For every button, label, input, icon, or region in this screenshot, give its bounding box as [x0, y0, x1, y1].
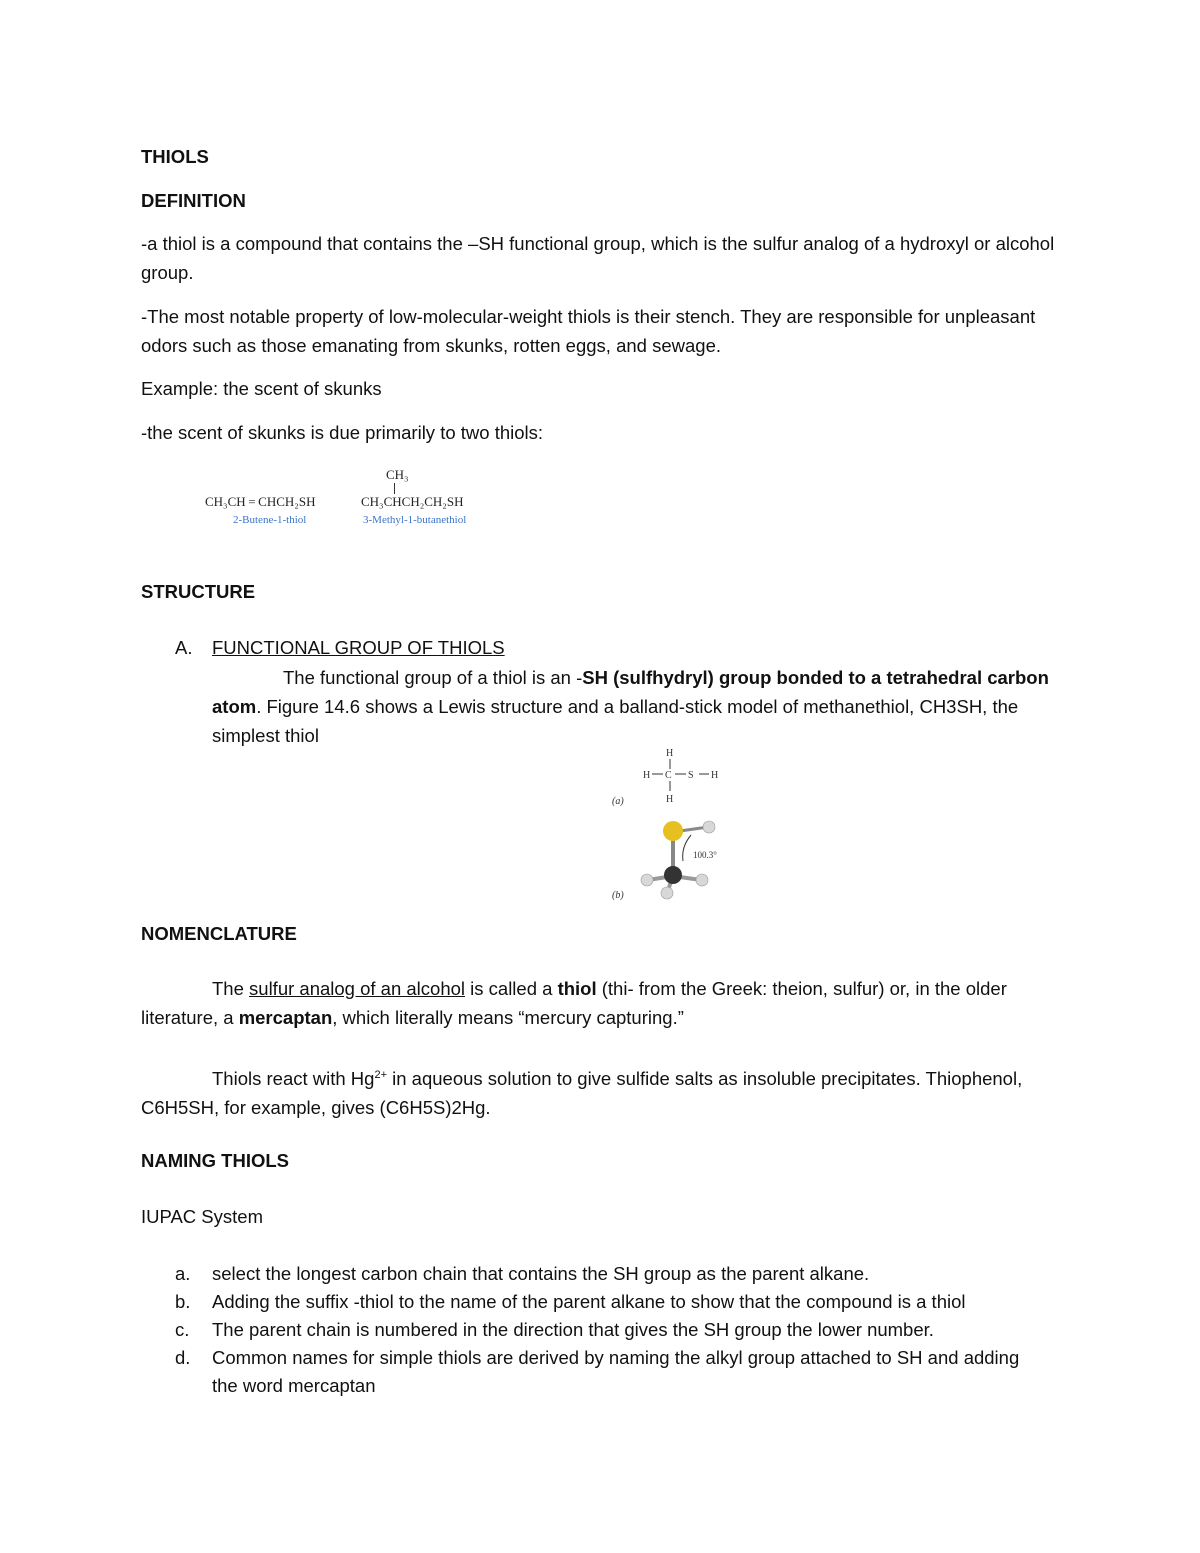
lewis-atom-h-right: H [711, 770, 719, 781]
list-text: The parent chain is numbered in the direction that gives the SH group the lower number. [212, 1319, 934, 1340]
lewis-atom-h-top: H [666, 748, 674, 759]
definition-paragraph-1: -a thiol is a compound that contains the –SH functional group, which is the sulfur analog of a hydroxyl or alcohol group. [141, 233, 1055, 283]
bond-angle-arc [683, 835, 691, 861]
nomenclature-text-thiol: thiol [557, 978, 597, 999]
list-item [175, 1260, 1055, 1288]
list-item [175, 1288, 1055, 1316]
heading-nomenclature: NOMENCLATURE [141, 923, 297, 944]
skunk-thiols-figure [205, 465, 495, 535]
list-text: Adding the suffix -thiol to the name of the parent alkane to show that the compound is a thiol [212, 1291, 966, 1312]
list-item [175, 1316, 1055, 1344]
heading-definition: DEFINITION [141, 190, 246, 211]
list-marker: a. [175, 1263, 191, 1284]
list-marker: c. [175, 1319, 190, 1340]
page-title: THIOLS [141, 146, 209, 167]
list-item [175, 1344, 1055, 1400]
nomenclature-text-end: , which literally means “mercury capturing.” [332, 1007, 684, 1028]
nomenclature-text-mid: (thi- from the Greek: theion, sulfur) or, in the older literature, a [141, 978, 1007, 1028]
list-text: Common names for simple thiols are derived by naming the alkyl group attached to SH and adding the word mercaptan [212, 1347, 1020, 1396]
nomenclature-text-underlined: sulfur analog of an alcohol [249, 978, 466, 999]
nomenclature-text-rest: in aqueous solution to give sulfide salts as insoluble precipitates. Thiophenol, C6H5SH, for example, gives (C6H5S)2Hg. [141, 1068, 1023, 1119]
lewis-atom-c: C [665, 770, 672, 781]
definition-example: Example: the scent of skunks [141, 378, 382, 399]
lewis-atom-h-left: H [643, 770, 651, 781]
list-marker: b. [175, 1291, 191, 1312]
structure-marker: A. [175, 637, 193, 658]
name-methylbutanethiol: 3-Methyl-1-butanethiol [363, 514, 467, 526]
nomenclature-text-hg-charge: 2+ [374, 1069, 387, 1081]
formula-methylbutanethiol: CH₃CHCH₂CH₂SH [361, 494, 464, 509]
hydrogen-atom-s [703, 821, 715, 833]
lewis-atom-s: S [688, 770, 694, 781]
heading-naming-thiols: NAMING THIOLS [141, 1150, 289, 1171]
list-text: select the longest carbon chain that contains the SH group as the parent alkane. [212, 1263, 870, 1284]
nomenclature-paragraph-1 [141, 974, 1061, 1032]
structure-paragraph [212, 663, 1062, 750]
formula-branch-methyl: CH₃ [386, 467, 409, 482]
methanethiol-figure [605, 743, 735, 903]
lewis-atom-h-bottom: H [666, 794, 674, 805]
nomenclature-text-hg: Thiols react with Hg [212, 1068, 375, 1090]
hydrogen-atom-1 [641, 874, 653, 886]
list-marker: d. [175, 1347, 191, 1368]
figure-label-b: (b) [612, 890, 624, 901]
hydrogen-atom-2 [696, 874, 708, 886]
nomenclature-text-mercaptan: mercaptan [238, 1007, 333, 1028]
sulfur-atom [663, 821, 683, 841]
formula-butenethiol: CH₃CH = CHCH₂SH [205, 494, 316, 509]
branch-bond [394, 483, 395, 494]
definition-paragraph-2: -The most notable property of low-molecular-weight thiols is their stench. They are responsible for unpleasant odors such as those emanating from skunks, rotten eggs, and sewage. [141, 306, 1036, 356]
structure-text-lead: The functional group of a thiol is an - [283, 667, 583, 688]
name-butenethiol: 2-Butene-1-thiol [233, 514, 307, 526]
methanethiol-figure-svg [605, 743, 735, 903]
nomenclature-text-is-called: is called a [465, 978, 558, 999]
iupac-system-label: IUPAC System [141, 1206, 263, 1227]
figure-label-a: (a) [612, 796, 624, 807]
lewis-structure [612, 748, 718, 807]
nomenclature-paragraph-2 [141, 1061, 1061, 1122]
heading-structure: STRUCTURE [141, 581, 256, 602]
structure-subheading: FUNCTIONAL GROUP OF THIOLS [212, 637, 505, 658]
bond-angle-label: 100.3° [693, 850, 717, 860]
structure-text-bold: SH (sulfhydryl) group bonded to a tetrahedral carbon atom [212, 667, 1049, 717]
carbon-atom [664, 866, 682, 884]
hydrogen-atom-3 [661, 887, 673, 899]
definition-paragraph-3: -the scent of skunks is due primarily to two thiols: [141, 422, 544, 443]
nomenclature-text-the: The [212, 978, 250, 999]
structure-text-rest: . Figure 14.6 shows a Lewis structure and a balland-stick model of methanethiol, CH3SH, the simplest thiol [212, 696, 1019, 746]
ball-stick-model [612, 821, 717, 901]
